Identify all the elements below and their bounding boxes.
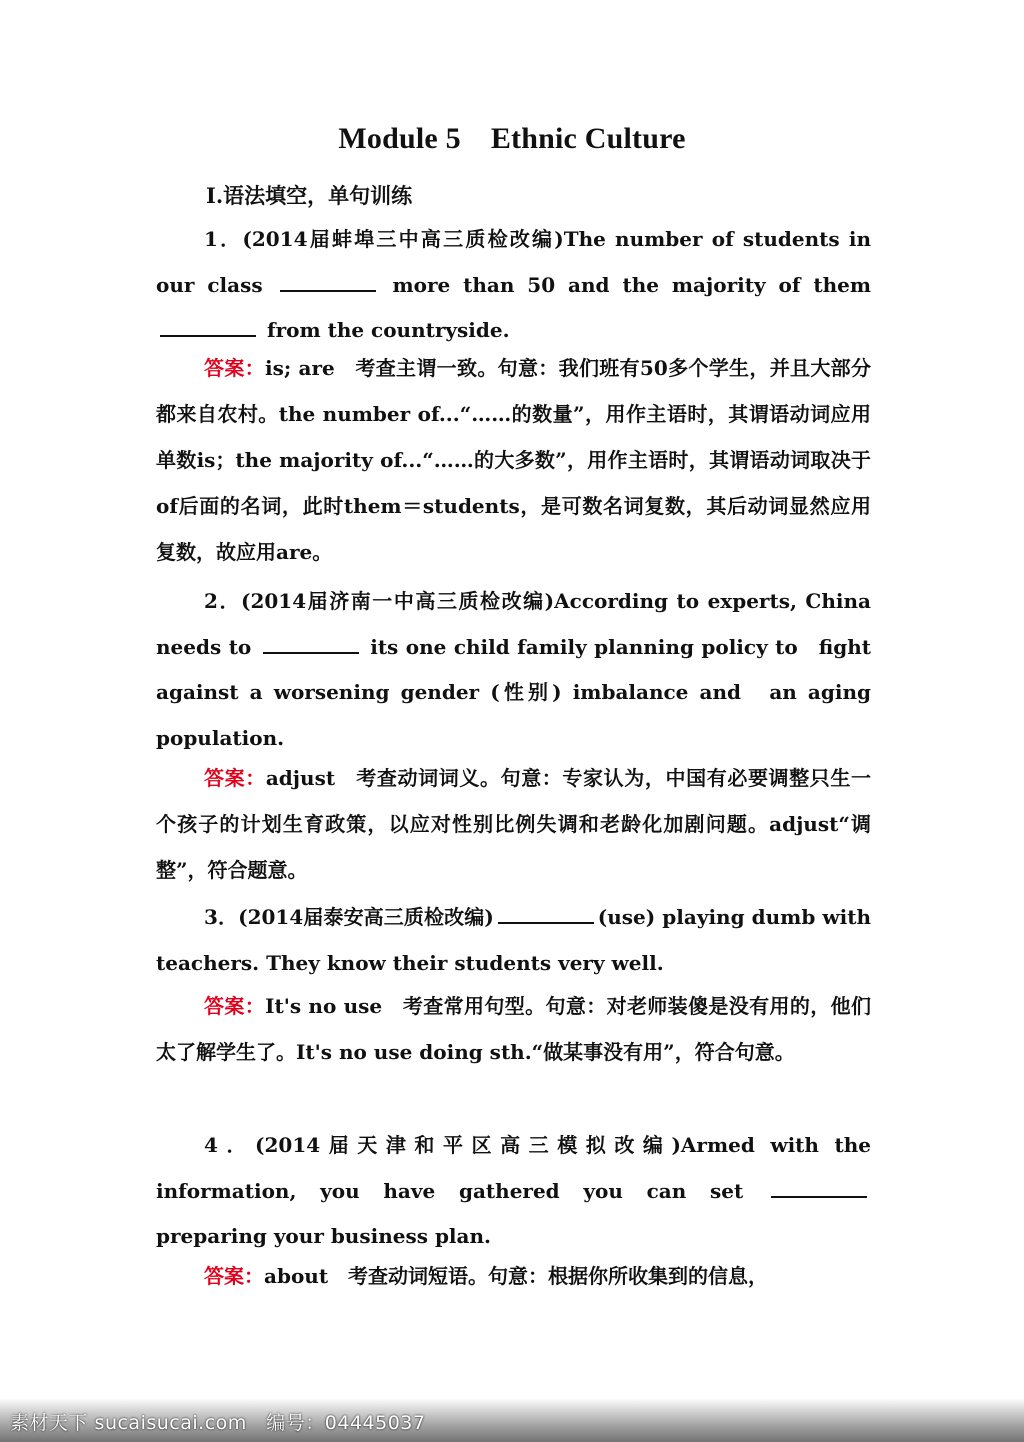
watermark-bar	[0, 1398, 1024, 1442]
answer-label: 答案：	[204, 766, 266, 790]
question-text: 2．(2014届济南一中高三质检改编)According to experts, China needs to	[156, 589, 871, 659]
section-heading: Ⅰ.语法填空，单句训练	[206, 183, 413, 208]
answer-1	[156, 345, 871, 575]
answer-4	[156, 1253, 871, 1299]
answer-label: 答案：	[204, 1264, 264, 1288]
question-text: from the countryside.	[266, 318, 510, 342]
answer-label: 答案：	[204, 356, 265, 380]
answer-text: about 考查动词短语。句意：根据你所收集到的信息，	[264, 1264, 769, 1288]
answer-text: It's no use 考查常用句型。句意：对老师装傻是没有用的，他们太了解学生了。It's no use doing sth.“做某事没有用”，符合句意。	[156, 994, 871, 1064]
watermark-text: 素材天下 sucaisucai.com 编号：04445037	[10, 1412, 426, 1434]
module-topic: Ethnic Culture	[490, 122, 686, 155]
answer-3	[156, 983, 871, 1075]
answer-2	[156, 755, 871, 893]
answer-blank	[771, 1178, 867, 1198]
answer-text: is; are 考查主谓一致。句意：我们班有50多个学生，并且大部分都来自农村。the number of...“……的数量”，用作主语时，其谓语动词应用单数is；the majority of...“……的大多数”，用作主语时，其谓语动词取决于of后面的名词，此时them＝students，是可数名词复数，其后动词显然应用复数，故应用are。	[156, 356, 872, 564]
answer-blank	[263, 634, 359, 654]
question-text: 1．(2014届蚌埠三中高三质检改编)The number of students in our class	[156, 227, 871, 297]
answer-blank	[160, 317, 256, 337]
question-text: preparing your business plan.	[156, 1224, 491, 1248]
question-text: 4．(2014届天津和平区高三模拟改编)Armed with the information, you have gathered you can set	[156, 1133, 871, 1203]
question-1	[156, 217, 871, 354]
answer-label: 答案：	[204, 994, 266, 1018]
answer-blank	[498, 904, 594, 924]
question-3	[156, 895, 871, 986]
answer-text: adjust 考查动词词义。句意：专家认为，中国有必要调整只生一个孩子的计划生育政策，以应对性别比例失调和老龄化加剧问题。adjust“调整”，符合题意。	[156, 766, 872, 882]
answer-blank	[280, 272, 376, 292]
module-number: Module 5	[338, 122, 461, 155]
question-text: 3．(2014届泰安高三质检改编)	[204, 905, 494, 929]
question-text: its one child family planning policy to fight against a worsening gender (性别) imbalance and an aging population.	[156, 634, 872, 750]
question-4	[156, 1123, 871, 1260]
page-title	[0, 122, 1024, 156]
question-2	[156, 579, 871, 761]
question-text: (use) playing dumb with teachers. They know their students very well.	[156, 905, 871, 975]
question-text: more than 50 and the majority of them	[392, 272, 872, 297]
